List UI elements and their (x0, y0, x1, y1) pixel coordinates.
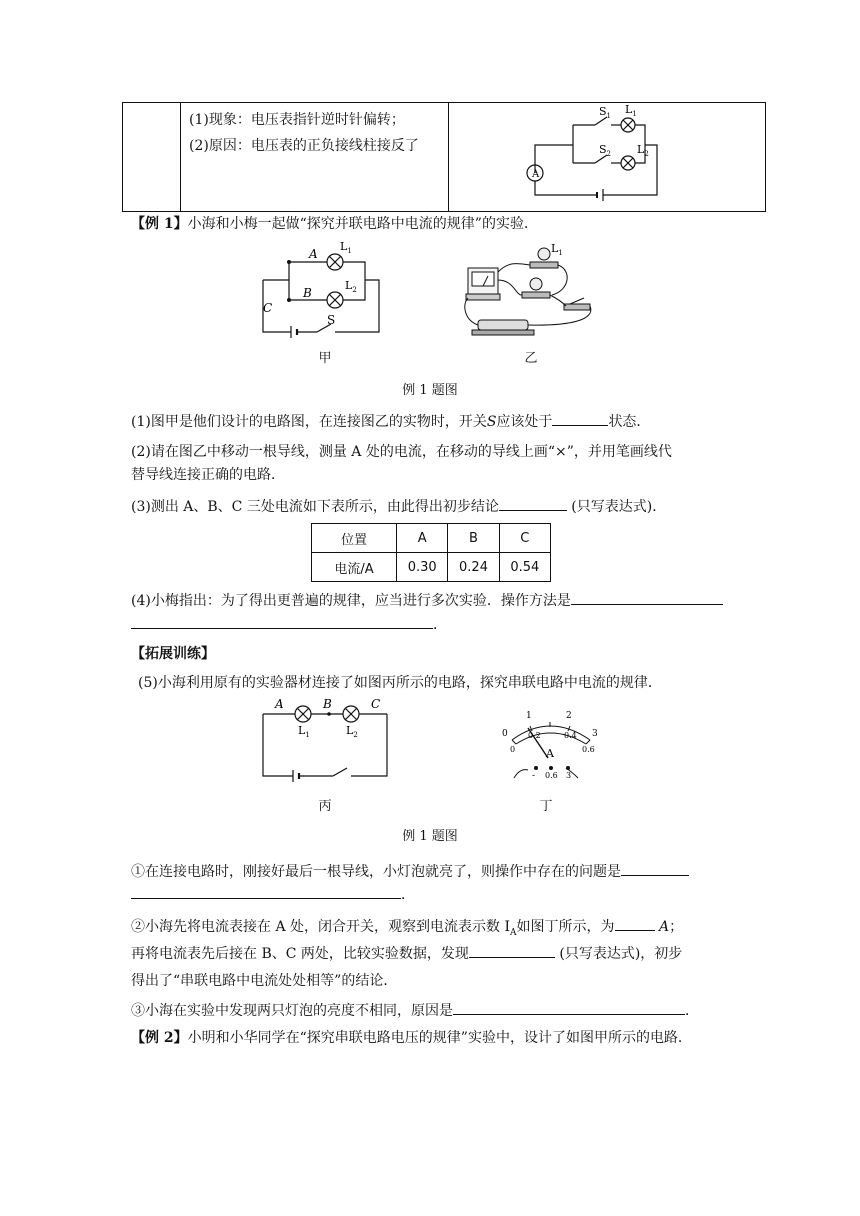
l2-label: $L_2$ (637, 143, 649, 158)
dial-unit-label: A (546, 747, 554, 760)
dial-bottom-1: 0.2 (528, 731, 541, 740)
current-data-table (311, 523, 551, 582)
dial-top-0: 0 (502, 729, 508, 739)
example1-figure-caption: 例 1 题图 (402, 383, 458, 398)
table-header-row (312, 524, 551, 553)
answer-blank-s2b[interactable] (469, 943, 555, 958)
jia-label-l1: $L_1$ (340, 240, 352, 255)
dial-bottom-2: 0.4 (564, 731, 577, 740)
question-4: (4)小梅指出：为了得出更普遍的规律，应当进行多次实验．操作方法是 (131, 590, 723, 611)
dial-top-1: 1 (526, 711, 532, 721)
table-row-label: 电流/A (312, 553, 397, 582)
sub-question-2: ②小海先将电流表接在 A 处，闭合开关，观察到电流表示数 $I_A$如图丁所示，为 A； (131, 916, 683, 943)
question-3: (3)测出 A、B、C 三处电流如下表所示，由此得出初步结论 (只写表达式)． (131, 496, 666, 517)
answer-blank-s1b[interactable] (131, 884, 401, 899)
table-header-cell: C (499, 524, 550, 553)
jia-label-a: A (309, 247, 318, 261)
s1-label: $S_1$ (599, 105, 612, 120)
sub-question-1: ①在连接电路时，刚接好最后一根导线，小灯泡就亮了，则操作中存在的问题是 (131, 861, 689, 882)
table-cell: 0.54 (499, 553, 550, 582)
table-cell: 0.30 (397, 553, 448, 582)
answer-blank-q1[interactable] (552, 411, 608, 426)
table-cell: 0.24 (448, 553, 499, 582)
sub-question-2-line3: 得出了“串联电路中电流处处相等”的结论． (131, 973, 398, 989)
answer-blank-s3[interactable] (453, 1000, 685, 1015)
answer-blank-q4b[interactable] (131, 614, 433, 629)
figure-bing-circuit (255, 696, 395, 786)
fig-yi-caption: 乙 (524, 351, 538, 366)
figure-yi-apparatus (460, 240, 600, 340)
table-header-cell: B (448, 524, 499, 553)
sub-question-2-line2: 再将电流表先后接在 B、C 两处，比较实验数据，发现 (只写表达式)，初步 (131, 943, 682, 964)
l1-label: $L_1$ (625, 103, 637, 118)
sub-question-1-line2: ． (131, 884, 415, 905)
dial-bottom-0: 0 (510, 745, 516, 754)
terminal-0-6: 0.6 (545, 771, 558, 780)
top-table (122, 102, 766, 212)
fig-ding-caption: 丁 (539, 799, 553, 814)
jia-label-c: C (263, 301, 273, 315)
example2-title (131, 1028, 692, 1048)
top-table-divider-2 (448, 103, 449, 211)
table-header-cell: A (397, 524, 448, 553)
answer-blank-s2a[interactable] (615, 916, 655, 931)
example2-title-text: 小明和小华同学在“探究串联电路电压的规律”实验中，设计了如图甲所示的电路． (187, 1030, 692, 1046)
dial-top-3: 3 (592, 729, 598, 739)
question-1: (1)图甲是他们设计的电路图，在连接图乙的实物时，开关S应该处于 状态． (131, 411, 650, 432)
answer-blank-q3[interactable] (499, 496, 567, 511)
bing-label-l2: $L_2$ (346, 724, 358, 739)
bing-label-a: A (275, 697, 284, 711)
example1-title (131, 214, 538, 234)
question-4-line2: ． (131, 614, 447, 635)
ammeter-label: A (532, 169, 540, 180)
jia-label-l2: $L_2$ (345, 279, 357, 294)
dial-top-2: 2 (566, 711, 572, 721)
example1-tag: 【例 1】 (131, 216, 188, 232)
s2-label: $S_2$ (599, 143, 612, 158)
example2-tag: 【例 2】 (131, 1030, 188, 1046)
question-2-line1: (2)请在图乙中移动一根导线，测量 A 处的电流，在移动的导线上画“×”，并用笔画线代 (131, 444, 672, 460)
figure-ding-ammeter (490, 700, 610, 785)
jia-label-s: S (327, 313, 336, 327)
question-5: (5)小海利用原有的实验器材连接了如图丙所示的电路，探究串联电路中电流的规律． (138, 675, 662, 691)
top-table-divider-1 (180, 103, 181, 211)
phenomenon-text: (1)现象：电压表指针逆时针偏转； (189, 112, 405, 128)
parallel-circuit-diagram (523, 103, 673, 209)
dial-bottom-3: 0.6 (582, 745, 595, 754)
table-header-cell: 位置 (312, 524, 397, 553)
bing-label-c: C (371, 697, 381, 711)
extension-header: 【拓展训练】 (131, 646, 215, 662)
answer-blank-q4a[interactable] (571, 590, 723, 605)
extension-figure-caption: 例 1 题图 (402, 829, 458, 844)
fig-jia-caption: 甲 (318, 351, 332, 366)
example1-title-text: 小海和小梅一起做“探究并联电路中电流的规律”的实验． (187, 216, 538, 232)
figure-jia-circuit (255, 240, 390, 340)
table-row (312, 553, 551, 582)
answer-blank-s1a[interactable] (621, 861, 689, 876)
jia-label-b: B (303, 286, 312, 300)
bing-label-l1: $L_1$ (298, 724, 310, 739)
fig-bing-caption: 丙 (318, 799, 332, 814)
reason-text: (2)原因：电压表的正负接线柱接反了 (189, 138, 419, 154)
yi-label-l1: $L_1$ (551, 242, 563, 257)
question-2-line2: 替导线连接正确的电路． (131, 467, 285, 483)
bing-label-b: B (323, 697, 332, 711)
sub-question-3: ③小海在实验中发现两只灯泡的亮度不相同，原因是 ． (131, 1000, 699, 1021)
terminal-negative: - (532, 771, 536, 781)
terminal-3: 3 (566, 771, 572, 780)
